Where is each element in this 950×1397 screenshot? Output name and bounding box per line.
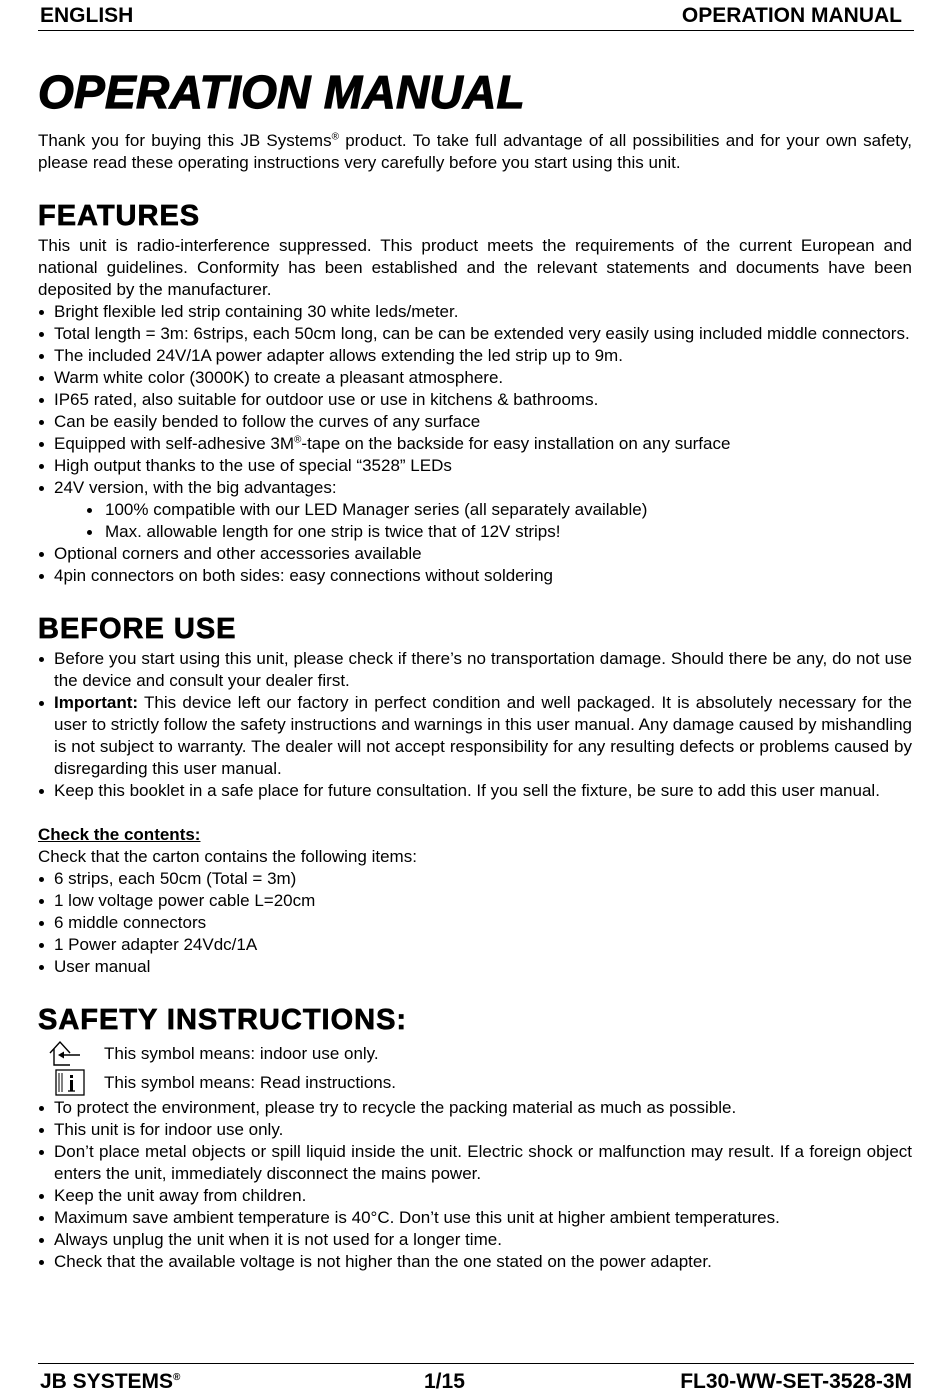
page-header [38,2,914,31]
list-item: High output thanks to the use of special “3528” LEDs [38,455,912,477]
symbol-indoor-text: This symbol means: indoor use only. [104,1044,379,1063]
intro-text-end: product. To take full advantage of all possibilities and for your own safety, please read these operating instructions very carefully before you start using this unit. [38,131,912,172]
model-number: FL30-WW-SET-3528-3M [680,1370,912,1393]
list-item: Maximum save ambient temperature is 40°C. Don’t use this unit at higher ambient temperatures. [38,1207,912,1229]
registered-mark: ® [173,1372,181,1383]
sub-list-item: 100% compatible with our LED Manager series (all separately available) [86,499,912,521]
contents-paragraph: Check that the carton contains the following items: [38,847,417,866]
list-item [38,477,912,543]
list-item-text: This device left our factory in perfect condition and well packaged. It is absolutely necessary for the user to strictly follow the safety instructions and warnings in this user manual. Any damage caused by mishandling is not subject to warranty. The dealer will not accept responsibility for any resulting defects or problems caused by disregarding this user manual. [54,693,912,778]
intro-text-start: Thank you for buying this JB Systems [38,131,332,150]
registered-mark: ® [331,131,339,143]
list-item: This unit is for indoor use only. [38,1119,912,1141]
list-item: 6 middle connectors [38,912,912,934]
important-label: Important: [54,693,139,712]
list-item: The included 24V/1A power adapter allows extending the led strip up to 9m. [38,345,912,367]
list-item: To protect the environment, please try to recycle the packing material as much as possible. [38,1097,912,1119]
list-item-text: Equipped with self-adhesive 3M [54,434,295,453]
intro-paragraph [38,130,912,174]
footer-brand [40,1367,180,1397]
document-body [38,64,912,1273]
list-item-text: -tape on the backside for easy installation on any surface [301,434,731,453]
before-use-list [38,648,912,802]
list-item: Optional corners and other accessories available [38,543,912,565]
registered-mark: ® [294,434,302,446]
list-item: 4pin connectors on both sides: easy connections without soldering [38,565,912,587]
safety-list [38,1097,912,1273]
list-item: Can be easily bended to follow the curves of any surface [38,411,912,433]
features-heading: FEATURES [38,200,201,232]
contents-heading: Check the contents: [38,825,201,844]
list-item: Keep the unit away from children. [38,1185,912,1207]
features-list [38,301,912,587]
brand-name: JB SYSTEMS [40,1370,174,1393]
list-item: Always unplug the unit when it is not used for a longer time. [38,1229,912,1251]
symbol-read-text: This symbol means: Read instructions. [104,1073,396,1092]
page-title: OPERATION MANUAL [38,66,525,118]
list-item: 1 low voltage power cable L=20cm [38,890,912,912]
list-item: Keep this booklet in a safe place for future consultation. If you sell the fixture, be sure to add this user manual. [38,780,912,802]
page-footer [38,1363,914,1394]
list-item [38,692,912,780]
list-item: Total length = 3m: 6strips, each 50cm long, can be can be extended very easily using included middle connectors. [38,323,912,345]
contents-list [38,868,912,978]
before-use-heading: BEFORE USE [38,613,237,645]
header-language: ENGLISH [40,4,134,27]
symbol-row-read [38,1068,912,1097]
page-number: 1/15 [424,1370,465,1393]
list-item: Check that the available voltage is not higher than the one stated on the power adapter. [38,1251,912,1273]
list-item-text: 24V version, with the big advantages: [54,478,337,497]
safety-heading: SAFETY INSTRUCTIONS: [38,1004,408,1036]
list-item: User manual [38,956,912,978]
sub-list [86,499,912,543]
sub-list-item: Max. allowable length for one strip is twice that of 12V strips! [86,521,912,543]
list-item: IP65 rated, also suitable for outdoor use or use in kitchens & bathrooms. [38,389,912,411]
symbol-row-indoor [38,1039,912,1068]
list-item: Warm white color (3000K) to create a pleasant atmosphere. [38,367,912,389]
list-item: Before you start using this unit, please check if there’s no transportation damage. Should there be any, do not use the device and consult your dealer first. [38,648,912,692]
indoor-use-icon [46,1039,86,1068]
list-item [38,433,912,455]
list-item: 6 strips, each 50cm (Total = 3m) [38,868,912,890]
read-instructions-icon [46,1068,86,1097]
list-item: Don’t place metal objects or spill liquid inside the unit. Electric shock or malfunction may result. If a foreign object enters the unit, immediately disconnect the mains power. [38,1141,912,1185]
header-title: OPERATION MANUAL [681,4,902,27]
list-item: Bright flexible led strip containing 30 white leds/meter. [38,301,912,323]
features-paragraph: This unit is radio-interference suppressed. This product meets the requirements of the current European and national guidelines. Conformity has been established and the relevant statements and documents have been deposited by the manufacturer. [38,236,912,299]
list-item: 1 Power adapter 24Vdc/1A [38,934,912,956]
